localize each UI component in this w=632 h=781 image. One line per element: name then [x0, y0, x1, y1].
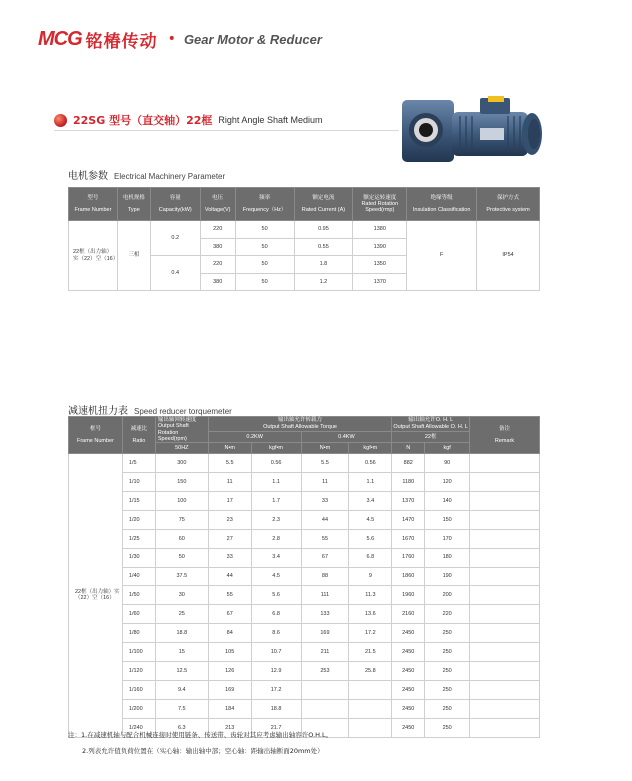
col-frame-header: 框号 Frame Number	[69, 417, 123, 454]
remark-cell	[470, 473, 540, 492]
ratio-cell: 1/200	[122, 699, 155, 718]
remark-cell	[470, 624, 540, 643]
ohl-kgf-cell: 250	[425, 680, 470, 699]
frequency-cell: 50	[235, 238, 294, 256]
ratio-cell: 1/160	[122, 680, 155, 699]
table-row	[69, 662, 540, 681]
mcg-logo: MCG	[38, 27, 82, 50]
speed-cell: 1370	[353, 273, 407, 291]
torque-04-kgfm-cell: 5.6	[349, 529, 392, 548]
torque-04-nm-cell: 169	[301, 624, 349, 643]
remark-cell	[470, 586, 540, 605]
speed-cell: 15	[155, 643, 208, 662]
ratio-cell: 1/100	[122, 643, 155, 662]
col-04kw-header: 0.4KW	[301, 431, 392, 443]
ohl-kgf-cell: 150	[425, 510, 470, 529]
frequency-cell: 50	[235, 221, 294, 239]
ohl-n-cell: 1370	[392, 492, 425, 511]
torque-02-kgfm-cell: 0.56	[251, 454, 301, 473]
electrical-header-row	[69, 188, 540, 221]
torque-04-nm-cell: 55	[301, 529, 349, 548]
torque-02-nm-cell: 67	[208, 605, 251, 624]
table-row	[69, 492, 540, 511]
col-speed-header: 额定运转速度 Rated Rotation Speed(rmp)	[353, 188, 407, 221]
col-kgfm-header: kgf•m	[251, 443, 301, 454]
torque-header-row-1	[69, 417, 540, 432]
torque-02-nm-cell: 17	[208, 492, 251, 511]
remark-cell	[470, 454, 540, 473]
col-speed-unit-header: 50HZ	[155, 443, 208, 454]
ohl-n-cell: 1470	[392, 510, 425, 529]
ohl-n-cell: 882	[392, 454, 425, 473]
torque-04-kgfm-cell: 0.56	[349, 454, 392, 473]
col-nm-header: N•m	[301, 443, 349, 454]
ohl-kgf-cell: 120	[425, 473, 470, 492]
ohl-kgf-cell: 200	[425, 586, 470, 605]
col-remark-header: 备注 Remark	[470, 417, 540, 454]
ohl-n-cell: 1860	[392, 567, 425, 586]
model-title-en: Right Angle Shaft Medium	[218, 115, 323, 125]
table-row	[69, 548, 540, 567]
torque-04-nm-cell: 111	[301, 586, 349, 605]
col-voltage-header: 电压 Voltage(V)	[200, 188, 235, 221]
ohl-kgf-cell: 250	[425, 643, 470, 662]
ohl-kgf-cell: 190	[425, 567, 470, 586]
speed-cell: 300	[155, 454, 208, 473]
remark-cell	[470, 548, 540, 567]
col-nm-header: N•m	[208, 443, 251, 454]
ohl-kgf-cell: 140	[425, 492, 470, 511]
ohl-kgf-cell: 250	[425, 699, 470, 718]
ratio-cell: 1/30	[122, 548, 155, 567]
table-row	[69, 473, 540, 492]
torque-02-nm-cell: 55	[208, 586, 251, 605]
electrical-title-en: Electrical Machinery Parameter	[114, 172, 226, 181]
torque-04-kgfm-cell	[349, 699, 392, 718]
speed-cell: 30	[155, 586, 208, 605]
speed-cell: 1380	[353, 221, 407, 239]
ohl-n-cell: 1670	[392, 529, 425, 548]
ohl-n-cell: 1960	[392, 586, 425, 605]
insulation-cell: F	[407, 221, 477, 291]
ohl-n-cell: 1180	[392, 473, 425, 492]
speed-cell: 100	[155, 492, 208, 511]
frame-cell: 22框（出力轴）实（22）空（16）	[69, 454, 123, 737]
torque-04-kgfm-cell: 25.8	[349, 662, 392, 681]
ratio-cell: 1/5	[122, 454, 155, 473]
speed-cell: 1350	[353, 256, 407, 274]
remark-cell	[470, 529, 540, 548]
torque-02-kgfm-cell: 1.1	[251, 473, 301, 492]
torque-02-kgfm-cell: 1.7	[251, 492, 301, 511]
speed-cell: 50	[155, 548, 208, 567]
current-cell: 1.8	[294, 256, 353, 274]
torque-02-nm-cell: 27	[208, 529, 251, 548]
torque-04-kgfm-cell: 11.3	[349, 586, 392, 605]
col-kgf-header: kgf	[425, 443, 470, 454]
remark-cell	[470, 510, 540, 529]
ratio-cell: 1/15	[122, 492, 155, 511]
torque-02-nm-cell: 33	[208, 548, 251, 567]
speed-cell: 60	[155, 529, 208, 548]
speed-cell: 25	[155, 605, 208, 624]
table-row	[69, 586, 540, 605]
torque-04-nm-cell	[301, 680, 349, 699]
ohl-kgf-cell: 180	[425, 548, 470, 567]
voltage-cell: 220	[200, 221, 235, 239]
remark-cell	[470, 605, 540, 624]
col-capacity-header: 容量 Capacity(kW)	[150, 188, 200, 221]
ratio-cell: 1/10	[122, 473, 155, 492]
frame-cell: 22框（出力轴）实（22）空（16）	[69, 221, 118, 291]
note-1: 注：1.在减速机轴与配合机械连接时使用链条、传送带、齿轮对其应考虑输出轴容许O.H.L。	[68, 731, 333, 739]
ratio-cell: 1/240	[122, 718, 155, 737]
torque-04-nm-cell: 88	[301, 567, 349, 586]
col-02kw-header: 0.2KW	[208, 431, 301, 443]
voltage-cell: 220	[200, 256, 235, 274]
torque-02-nm-cell: 169	[208, 680, 251, 699]
col-torque-header: 输出轴允许转载力 Output Shaft Allowable Torque	[208, 417, 392, 432]
ohl-kgf-cell: 250	[425, 718, 470, 737]
torque-02-kgfm-cell: 5.6	[251, 586, 301, 605]
torque-title-cn: 减速机扭力表	[68, 406, 128, 417]
current-cell: 0.55	[294, 238, 353, 256]
torque-04-nm-cell	[301, 699, 349, 718]
torque-02-kgfm-cell: 3.4	[251, 548, 301, 567]
torque-04-nm-cell: 253	[301, 662, 349, 681]
remark-cell	[470, 662, 540, 681]
ratio-cell: 1/80	[122, 624, 155, 643]
torque-02-nm-cell: 5.5	[208, 454, 251, 473]
torque-04-nm-cell: 67	[301, 548, 349, 567]
col-protection-header: 保护方式 Protective system	[477, 188, 540, 221]
torque-02-kgfm-cell: 12.9	[251, 662, 301, 681]
electrical-params-table	[68, 187, 540, 291]
col-ohl-header: 输出轴允许O. H. L Output Shaft Allowable O. H. L	[393, 417, 468, 430]
table-row	[69, 643, 540, 662]
torque-02-nm-cell: 84	[208, 624, 251, 643]
remark-cell	[470, 680, 540, 699]
table-row	[69, 529, 540, 548]
torque-04-kgfm-cell: 1.1	[349, 473, 392, 492]
torque-02-nm-cell: 11	[208, 473, 251, 492]
speed-cell: 9.4	[155, 680, 208, 699]
torque-04-kgfm-cell: 13.6	[349, 605, 392, 624]
ohl-n-cell: 2450	[392, 680, 425, 699]
col-kgfm-header: kgf•m	[349, 443, 392, 454]
torque-02-kgfm-cell: 21.7	[251, 718, 301, 737]
ratio-cell: 1/20	[122, 510, 155, 529]
torque-02-kgfm-cell: 6.8	[251, 605, 301, 624]
col-ohl-frame-header: 22框	[392, 431, 470, 443]
ohl-kgf-cell: 250	[425, 624, 470, 643]
remark-cell	[470, 492, 540, 511]
torque-04-nm-cell: 5.5	[301, 454, 349, 473]
ohl-kgf-cell: 250	[425, 662, 470, 681]
frequency-cell: 50	[235, 273, 294, 291]
torque-02-nm-cell: 23	[208, 510, 251, 529]
torque-04-nm-cell: 44	[301, 510, 349, 529]
torque-04-kgfm-cell: 17.2	[349, 624, 392, 643]
torque-table-body	[69, 454, 540, 737]
torque-04-kgfm-cell: 3.4	[349, 492, 392, 511]
brand-tagline: Gear Motor & Reducer	[183, 31, 322, 47]
torque-02-nm-cell: 184	[208, 699, 251, 718]
ratio-cell: 1/40	[122, 567, 155, 586]
col-frequency-header: 频率 Frequency（Hz）	[235, 188, 294, 221]
table-row	[69, 510, 540, 529]
torque-02-nm-cell: 105	[208, 643, 251, 662]
ohl-kgf-cell: 170	[425, 529, 470, 548]
col-frame-header: 型号 Frame Number	[69, 188, 118, 221]
torque-02-nm-cell: 213	[208, 718, 251, 737]
ratio-cell: 1/120	[122, 662, 155, 681]
col-insulation-header: 绝缘等级 Insulation Classification	[407, 188, 477, 221]
table-row	[69, 680, 540, 699]
notes	[68, 727, 332, 759]
torque-04-nm-cell: 211	[301, 643, 349, 662]
table-row	[69, 699, 540, 718]
frequency-cell: 50	[235, 256, 294, 274]
col-speed-header: 输出轴回转速度 Output Shaft Rotation Speed(rpm)	[155, 417, 208, 443]
ohl-n-cell: 1760	[392, 548, 425, 567]
speed-cell: 75	[155, 510, 208, 529]
torque-02-kgfm-cell: 17.2	[251, 680, 301, 699]
table-row	[69, 624, 540, 643]
gear-motor-image	[396, 86, 548, 178]
table-row	[69, 221, 540, 239]
current-cell: 1.2	[294, 273, 353, 291]
torque-04-nm-cell: 133	[301, 605, 349, 624]
remark-cell	[470, 718, 540, 737]
col-n-header: N	[392, 443, 425, 454]
ratio-cell: 1/60	[122, 605, 155, 624]
torque-02-kgfm-cell: 10.7	[251, 643, 301, 662]
model-title	[54, 112, 322, 128]
table-row	[69, 454, 540, 473]
bullet-ball-icon	[54, 114, 67, 127]
torque-02-nm-cell: 126	[208, 662, 251, 681]
torque-04-kgfm-cell	[349, 718, 392, 737]
torque-02-kgfm-cell: 4.5	[251, 567, 301, 586]
torque-04-kgfm-cell	[349, 680, 392, 699]
torque-02-kgfm-cell: 2.8	[251, 529, 301, 548]
remark-cell	[470, 699, 540, 718]
col-ratio-header: 减速比 Ratio	[122, 417, 155, 454]
col-type-header: 电机规格 Type	[117, 188, 150, 221]
capacity-cell: 0.2	[150, 221, 200, 256]
note-2: 2.列表允许值负荷位置在（实心轴：输出轴中部；空心轴：距输出轴断面20mm处）	[82, 747, 324, 755]
speed-cell: 6.3	[155, 718, 208, 737]
speed-cell: 37.5	[155, 567, 208, 586]
speed-cell: 12.5	[155, 662, 208, 681]
col-current-header: 额定电流 Rated Current (A)	[294, 188, 353, 221]
torque-section-title	[68, 402, 232, 417]
torque-04-kgfm-cell: 9	[349, 567, 392, 586]
torque-04-nm-cell: 11	[301, 473, 349, 492]
remark-cell	[470, 567, 540, 586]
torque-02-kgfm-cell: 18.8	[251, 699, 301, 718]
torque-04-kgfm-cell: 21.5	[349, 643, 392, 662]
speed-cell: 150	[155, 473, 208, 492]
ohl-n-cell: 2450	[392, 643, 425, 662]
table-row	[69, 567, 540, 586]
remark-cell	[470, 643, 540, 662]
ratio-cell: 1/25	[122, 529, 155, 548]
torque-02-kgfm-cell: 2.3	[251, 510, 301, 529]
torque-02-nm-cell: 44	[208, 567, 251, 586]
type-cell: 三相	[117, 221, 150, 291]
voltage-cell: 380	[200, 238, 235, 256]
speed-cell: 1390	[353, 238, 407, 256]
capacity-cell: 0.4	[150, 256, 200, 291]
torque-04-kgfm-cell: 6.8	[349, 548, 392, 567]
speed-cell: 18.8	[155, 624, 208, 643]
torque-table	[68, 416, 540, 738]
ohl-n-cell: 2450	[392, 624, 425, 643]
ratio-cell: 1/50	[122, 586, 155, 605]
separator-dot: •	[167, 31, 176, 47]
speed-cell: 7.5	[155, 699, 208, 718]
ohl-kgf-cell: 90	[425, 454, 470, 473]
protection-cell: IP54	[477, 221, 540, 291]
torque-02-kgfm-cell: 8.6	[251, 624, 301, 643]
ohl-n-cell: 2160	[392, 605, 425, 624]
torque-04-kgfm-cell: 4.5	[349, 510, 392, 529]
ohl-n-cell: 2450	[392, 662, 425, 681]
model-title-cn: 22SG 型号（直交轴）22框	[73, 114, 213, 127]
torque-04-nm-cell: 33	[301, 492, 349, 511]
current-cell: 0.95	[294, 221, 353, 239]
brand-name-cn: 铭椿传动	[85, 31, 158, 52]
model-underline	[54, 130, 399, 131]
torque-title-en: Speed reducer torquemeter	[134, 407, 232, 416]
table-row	[69, 605, 540, 624]
ohl-kgf-cell: 220	[425, 605, 470, 624]
brand-header	[38, 26, 322, 52]
ohl-n-cell: 2450	[392, 718, 425, 737]
voltage-cell: 380	[200, 273, 235, 291]
electrical-title-cn: 电机参数	[68, 171, 108, 182]
ohl-n-cell: 2450	[392, 699, 425, 718]
electrical-section-title	[68, 167, 225, 182]
